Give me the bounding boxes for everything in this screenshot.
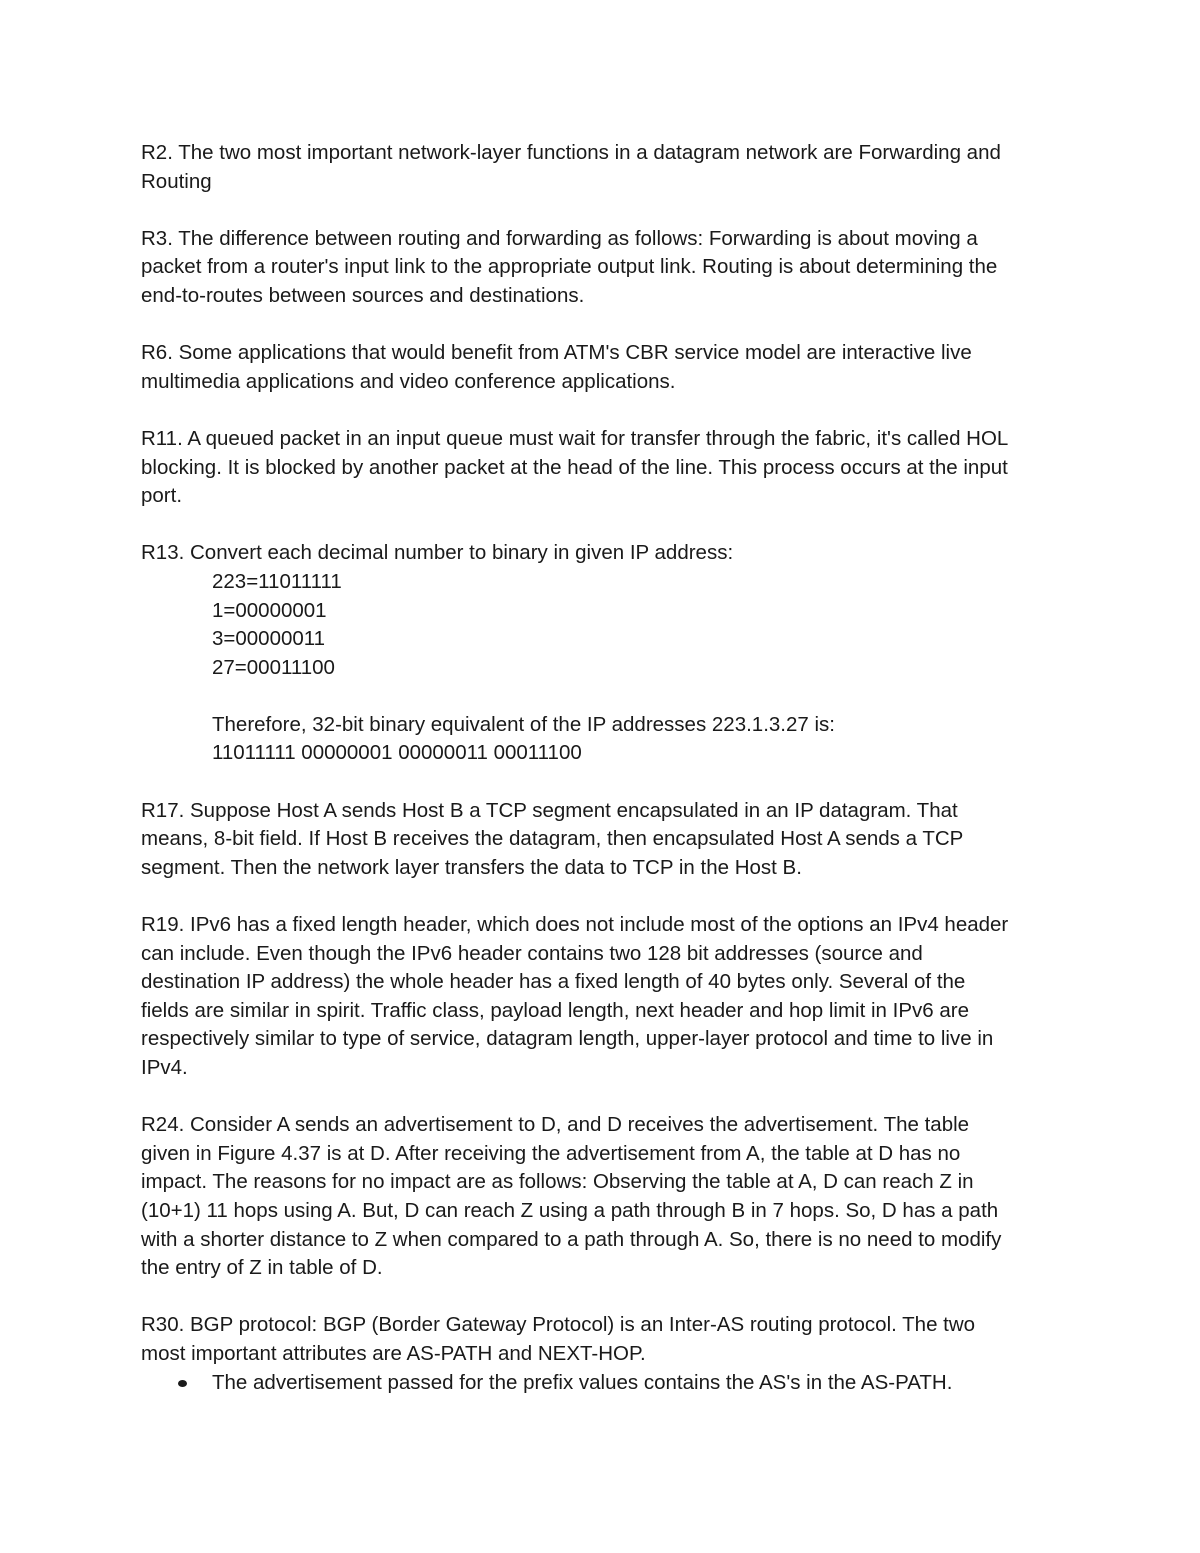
text-line: can include. Even though the IPv6 header contains two 128 bit addresses (source and xyxy=(141,941,923,965)
answer-r19 xyxy=(141,911,1061,1083)
conversion-line: 1=00000001 xyxy=(212,598,327,622)
text-line: R19. IPv6 has a fixed length header, which does not include most of the options an IPv4 header xyxy=(141,913,1009,937)
bullet-icon xyxy=(178,1380,187,1387)
answer-r17 xyxy=(141,797,1061,883)
text-line: multimedia applications and video conference applications. xyxy=(141,369,676,393)
text-line: packet from a router's input link to the appropriate output link. Routing is about determining the xyxy=(141,255,998,279)
text-line: destination IP address) the whole header has a fixed length of 40 bytes only. Several of the xyxy=(141,970,966,994)
answer-r24 xyxy=(141,1111,1061,1283)
text-line: Routing xyxy=(141,169,212,193)
text-line: R2. The two most important network-layer functions in a datagram network are Forwarding and xyxy=(141,141,1001,164)
answer-r3 xyxy=(141,225,1061,311)
document-body xyxy=(141,139,1061,1426)
conversion-line: 3=00000011 xyxy=(212,627,326,651)
r13-binary-result: 11011111 00000001 00000011 00011100 xyxy=(212,741,582,765)
text-line: IPv4. xyxy=(141,1056,188,1079)
answer-r13 xyxy=(141,539,1061,768)
text-line: blocking. It is blocked by another packet at the head of the line. This process occurs at the input xyxy=(141,455,1008,479)
conversion-line: 27=00011100 xyxy=(212,655,335,679)
text-line: impact. The reasons for no impact are as follows: Observing the table at A, D can reach Z in xyxy=(141,1170,974,1194)
text-line: segment. Then the network layer transfers the data to TCP in the Host B. xyxy=(141,855,802,879)
answer-r11 xyxy=(141,425,1061,511)
blank-line xyxy=(141,682,1061,711)
bullet-list xyxy=(141,1369,1061,1398)
text-line: R30. BGP protocol: BGP (Border Gateway Protocol) is an Inter-AS routing protocol. The two xyxy=(141,1313,976,1337)
bullet-text: The advertisement passed for the prefix values contains the AS's in the AS-PATH. xyxy=(212,1370,953,1394)
text-line: R11. A queued packet in an input queue must wait for transfer through the fabric, it's called HOL xyxy=(141,426,1009,450)
text-line: given in Figure 4.37 is at D. After receiving the advertisement from A, the table at D has no xyxy=(141,1141,961,1165)
text-line: end-to-routes between sources and destinations. xyxy=(141,283,585,307)
answer-r6 xyxy=(141,339,1061,396)
text-line: fields are similar in spirit. Traffic class, payload length, next header and hop limit in IPv6 are xyxy=(141,998,969,1022)
text-line: most important attributes are AS-PATH and NEXT-HOP. xyxy=(141,1341,646,1365)
text-line: R17. Suppose Host A sends Host B a TCP segment encapsulated in an IP datagram. That xyxy=(141,798,958,822)
text-line: the entry of Z in table of D. xyxy=(141,1256,383,1280)
text-line: with a shorter distance to Z when compared to a path through A. So, there is no need to modify xyxy=(141,1227,1002,1251)
r13-conclusion: Therefore, 32-bit binary equivalent of the IP addresses 223.1.3.27 is: xyxy=(212,712,835,736)
text-line: R24. Consider A sends an advertisement to D, and D receives the advertisement. The table xyxy=(141,1113,970,1137)
text-line: (10+1) 11 hops using A. But, D can reach Z using a path through B in 7 hops. So, D has a path xyxy=(141,1198,999,1222)
text-line: port. xyxy=(141,484,183,508)
text-line: R3. The difference between routing and forwarding as follows: Forwarding is about moving a xyxy=(141,226,978,250)
text-line: R6. Some applications that would benefit from ATM's CBR service model are interactive live xyxy=(141,341,972,365)
text-line: respectively similar to type of service, datagram length, upper-layer protocol and time to live in xyxy=(141,1027,994,1051)
text-line: means, 8-bit field. If Host B receives the datagram, then encapsulated Host A sends a TCP xyxy=(141,827,964,851)
bullet-item xyxy=(141,1369,1061,1398)
answer-r30 xyxy=(141,1311,1061,1397)
answer-r2 xyxy=(141,139,1061,196)
r13-heading: R13. Convert each decimal number to binary in given IP address: xyxy=(141,541,734,565)
conversion-line: 223=11011111 xyxy=(212,569,342,593)
